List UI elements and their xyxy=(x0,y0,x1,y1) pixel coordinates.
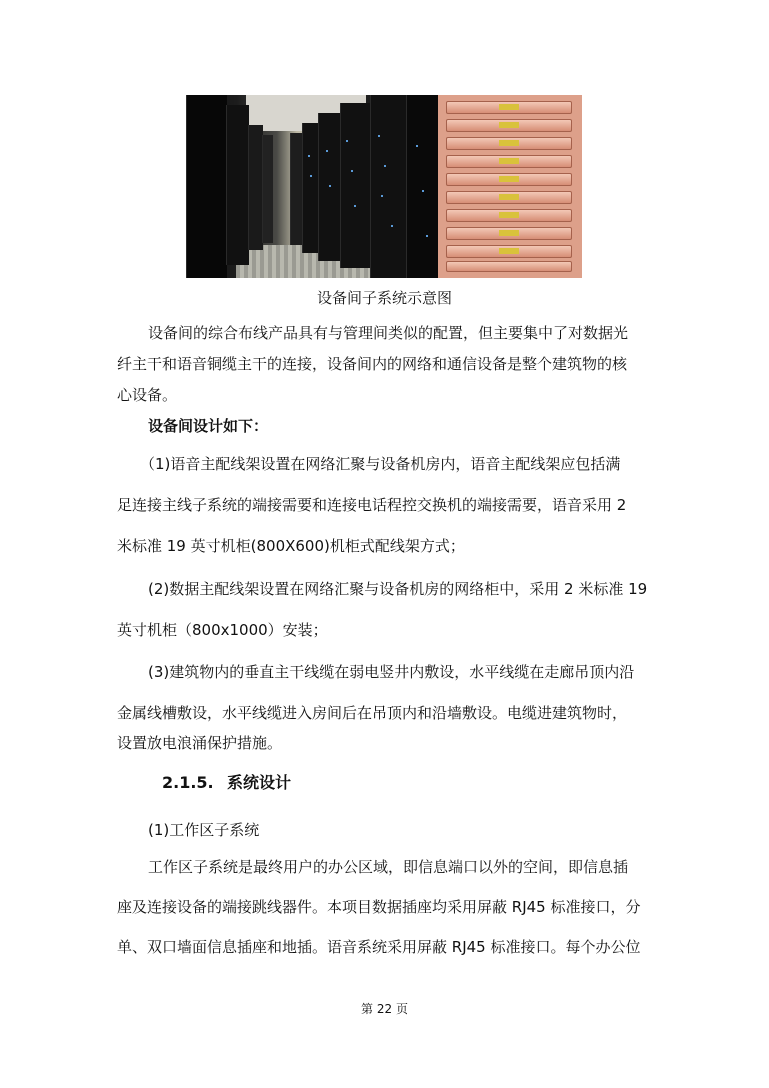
figure-caption: 设备间子系统示意图 xyxy=(316,289,452,307)
paragraph-line: 座及连接设备的端接跳线器件。本项目数据插座均采用屏蔽 RJ45 标准接口，分 xyxy=(117,898,641,916)
paragraph-line: (3)建筑物内的垂直主干线缆在弱电竖井内敷设，水平线缆在走廊吊顶内沿 xyxy=(148,663,635,681)
paragraph-line: 英寸机柜（800x1000）安装； xyxy=(117,621,328,639)
paragraph-line: （1)语音主配线架设置在网络汇聚与设备机房内，语音主配线架应包括满 xyxy=(140,455,621,473)
paragraph-line: 单、双口墙面信息插座和地插。语音系统采用屏蔽 RJ45 标准接口。每个办公位 xyxy=(117,938,641,956)
paragraph-line: 纤主干和语音铜缆主干的连接，设备间内的网络和通信设备是整个建筑物的核 xyxy=(117,355,628,373)
paragraph-line: 心设备。 xyxy=(117,386,178,404)
paragraph-line: 足连接主线子系统的端接需要和连接电话程控交换机的端接需要，语音采用 2 xyxy=(117,496,627,514)
patch-panel-photo xyxy=(438,95,582,278)
page-number: 第 22 页 xyxy=(361,1002,408,1016)
design-heading: 设备间设计如下： xyxy=(148,417,269,435)
section-number: 2.1.5. xyxy=(162,773,214,792)
subsection-heading: (1)工作区子系统 xyxy=(148,821,260,839)
section-title: 系统设计 xyxy=(227,773,292,792)
figure xyxy=(186,95,582,278)
paragraph-line: (2)数据主配线架设置在网络汇聚与设备机房的网络柜中，采用 2 米标准 19 xyxy=(148,580,648,598)
paragraph-line: 设备间的综合布线产品具有与管理间类似的配置，但主要集中了对数据光 xyxy=(148,324,629,342)
paragraph-line: 米标准 19 英寸机柜(800X600)机柜式配线架方式； xyxy=(117,537,465,555)
paragraph-line: 金属线槽敷设，水平线缆进入房间后在吊顶内和沿墙敷设。电缆进建筑物时， xyxy=(117,704,628,722)
paragraph-line: 工作区子系统是最终用户的办公区域，即信息端口以外的空间，即信息插 xyxy=(148,858,629,876)
server-room-photo xyxy=(186,95,438,278)
paragraph-line: 设置放电浪涌保护措施。 xyxy=(117,734,283,752)
